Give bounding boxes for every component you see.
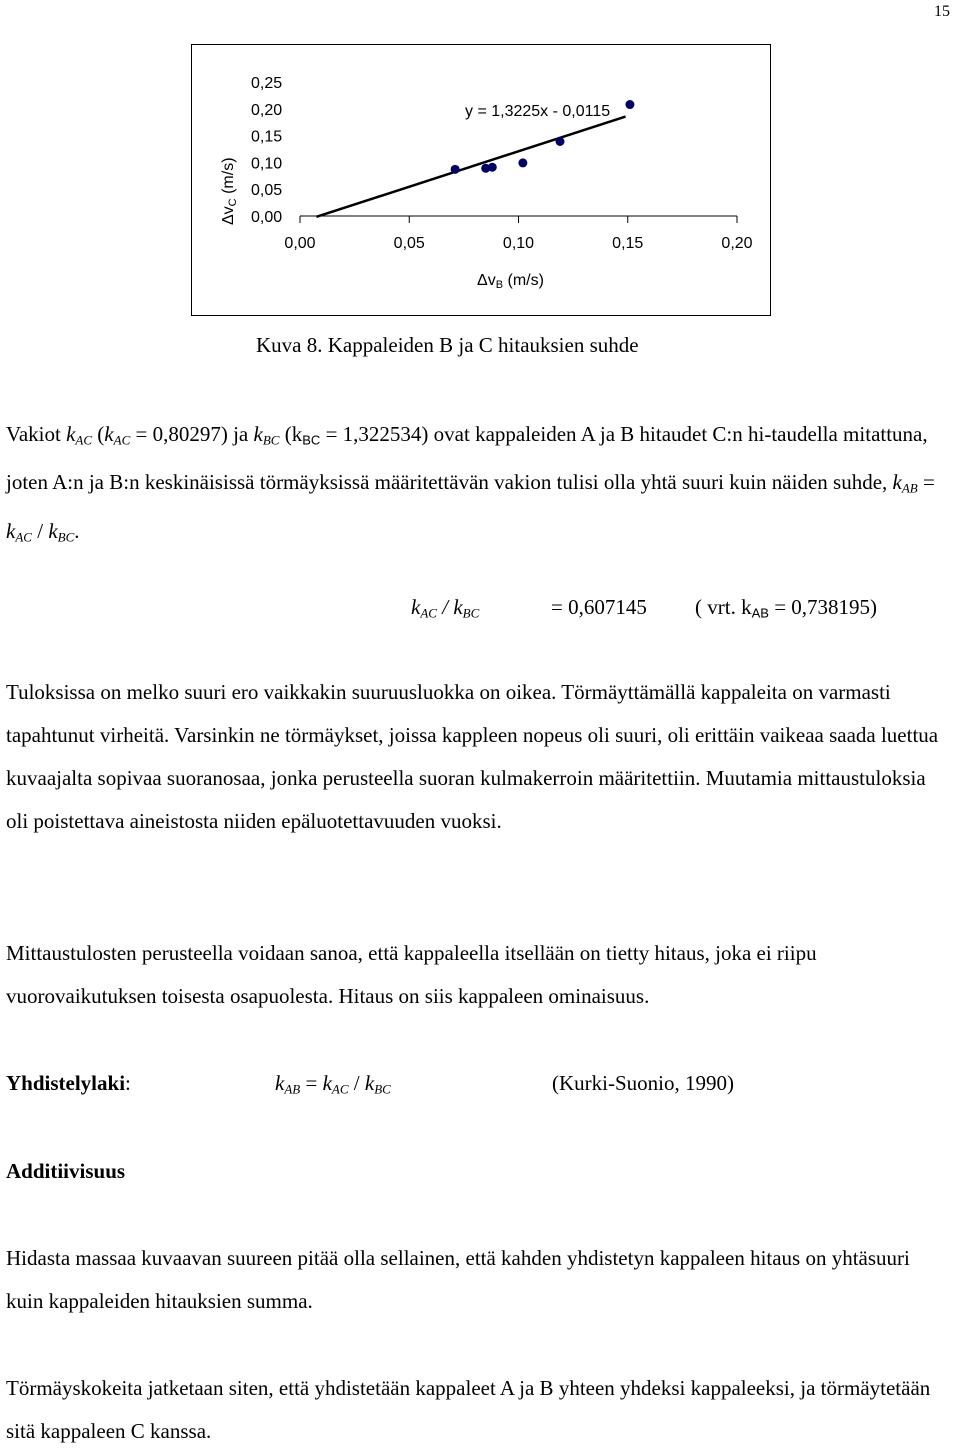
page-number: 15 (934, 3, 950, 20)
paragraph-discussion: Tuloksissa on melko suuri ero vaikkakin suuruusluokka on oikea. Törmäyttämällä kappaleita on varmasti tapahtunut virheitä. Varsinkin ne törmäykset, joissa kappleen nopeus oli suuri, oli erittäin vaikeaa saada luettua kuvaajalta sopivaa suoranosaa, jonka perusteella suoran kulmakerroin määritettiin. Muutamia mittaustuloksia oli poistettava aineistosta niiden epäluotettavuuden vuoksi. (6, 680, 939, 833)
paragraph-conclusion: Mittaustulosten perusteella voidaan sanoa, että kappaleella itsellään on tietty hitaus, joka ei riipu vuorovaikutuksen toisesta osapuolesta. Hitaus on siis kappaleen ominaisuus. (6, 941, 817, 1008)
chart-frame (191, 44, 771, 316)
comparison-value: ( vrt. $k_{AB} = 0,738195$) (695, 595, 878, 621)
y-tick-labels (251, 75, 282, 226)
x-axis-label: ΔvB (m/s) (477, 272, 544, 291)
y-axis-label: ΔvC (m/s) (220, 157, 239, 225)
trendline-equation: y = 1,3225x - 0,0115 (465, 103, 611, 120)
figure-caption: Kuva 8. Kappaleiden B ja C hitauksien suhde (256, 333, 639, 357)
y-tick-label: 0,15 (251, 128, 283, 146)
paragraph-experiment: Törmäyskokeita jatketaan siten, että yhdistetään kappaleet A ja B yhteen yhdeksi kappaleeksi, ja törmäytetään sitä kappaleen C kanssa. (6, 1376, 931, 1443)
ratio-value: = 0,607145 (551, 595, 647, 619)
data-point (488, 163, 497, 172)
x-tick-label: 0,10 (502, 235, 535, 252)
law-reference: (Kurki-Suonio, 1990) (552, 1071, 734, 1095)
x-tick-marks (300, 216, 737, 223)
scatter-chart (192, 45, 772, 317)
data-point (518, 158, 527, 167)
x-tick-labels (284, 235, 752, 252)
trend-line (316, 117, 625, 217)
x-tick-label: 0,00 (284, 235, 316, 252)
data-point (556, 137, 565, 146)
section-heading: Additiivisuus (6, 1159, 126, 1183)
x-tick-label: 0,05 (393, 235, 425, 252)
y-tick-label: 0,00 (251, 209, 283, 226)
x-tick-label: 0,15 (612, 235, 644, 252)
law-formula: $k_{AB} = k_{AC} / k_{BC}$ (275, 1071, 391, 1097)
data-point (625, 100, 634, 109)
ratio-equation: $k_{AC} / k_{BC}$ (411, 595, 480, 621)
x-tick-label: 0,20 (721, 235, 753, 252)
paragraph-constants: Vakiot $k_{AC}$ $(k_{AC} = 0,80297)$ ja $k_{BC}$ $(k_{BC} = 1,322534)$ ovat kappaleiden A ja B hitaudet C:n hi-taudella mitattuna, joten A:n ja B:n keskinäisissä törmäyksissä määritettävän vakion tulisi olla yhtä suuri kuin näiden suhde, $k_{AB} = k_{AC} / k_{BC}$. (6, 422, 935, 544)
paragraph-additivity: Hidasta massaa kuvaavan suureen pitää olla sellainen, että kahden yhdistetyn kappaleen hitaus on yhtäsuuri kuin kappaleiden hitauksien summa. (6, 1246, 910, 1313)
y-tick-label: 0,25 (251, 75, 283, 92)
law-label: Yhdistelylaki: (6, 1071, 131, 1095)
y-tick-label: 0,05 (251, 182, 283, 200)
y-tick-label: 0,20 (251, 101, 283, 119)
y-tick-label: 0,10 (251, 155, 283, 173)
data-point (451, 165, 460, 174)
